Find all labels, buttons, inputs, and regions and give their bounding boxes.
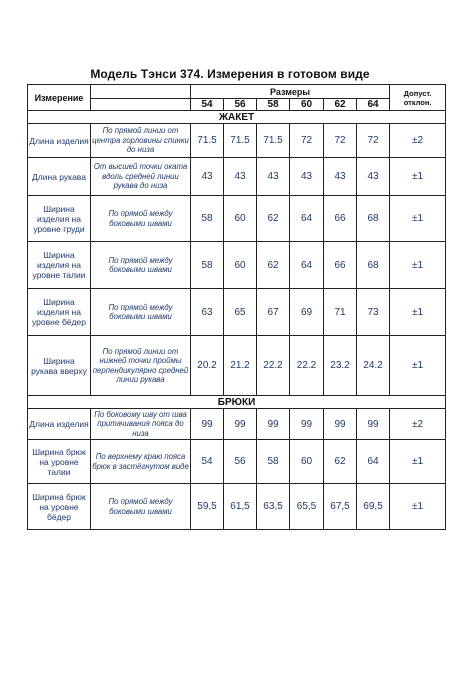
size-value: 71.5 <box>224 124 257 158</box>
section-row <box>28 111 446 124</box>
size-value: 43 <box>324 158 357 196</box>
section-title: БРЮКИ <box>28 396 446 409</box>
sizes-header: Размеры <box>191 85 390 99</box>
size-value: 99 <box>324 409 357 440</box>
table-row <box>28 409 446 440</box>
size-value: 58 <box>191 242 224 289</box>
size-value: 24.2 <box>357 336 390 396</box>
size-value: 56 <box>224 440 257 484</box>
size-value: 72 <box>324 124 357 158</box>
size-value: 58 <box>257 440 290 484</box>
size-value: 72 <box>357 124 390 158</box>
size-value: 73 <box>357 289 390 336</box>
size-value: 99 <box>257 409 290 440</box>
size-value: 43 <box>290 158 324 196</box>
size-value: 65 <box>224 289 257 336</box>
measurement-name: Длина рукава <box>28 158 91 196</box>
size-value: 67,5 <box>324 484 357 530</box>
size-value: 20.2 <box>191 336 224 396</box>
size-value: 60 <box>290 440 324 484</box>
size-value: 43 <box>357 158 390 196</box>
size-value: 99 <box>224 409 257 440</box>
size-value: 68 <box>357 196 390 242</box>
measurement-description: По прямой между боковыми швами <box>91 196 191 242</box>
tolerance-value: ±2 <box>390 409 446 440</box>
measurement-description: По прямой между боковыми швами <box>91 484 191 530</box>
size-value: 22.2 <box>257 336 290 396</box>
table-row <box>28 196 446 242</box>
size-value: 68 <box>357 242 390 289</box>
table-row <box>28 440 446 484</box>
table-row <box>28 124 446 158</box>
size-value: 63,5 <box>257 484 290 530</box>
measurement-name: Длина изделия <box>28 124 91 158</box>
measurement-name: Ширина изделия на уровне талии <box>28 242 91 289</box>
size-value: 43 <box>224 158 257 196</box>
size-value: 21.2 <box>224 336 257 396</box>
size-header-56: 56 <box>224 99 257 111</box>
tolerance-value: ±1 <box>390 158 446 196</box>
measurement-description: По верхнему краю пояса брюк в застёгнутом виде <box>91 440 191 484</box>
measurement-description: От высшей точки оката вдоль средней линии рукава до низа <box>91 158 191 196</box>
size-value: 58 <box>191 196 224 242</box>
measurement-name: Ширина брюк на уровне талии <box>28 440 91 484</box>
measurement-name: Ширина брюк на уровне бёдер <box>28 484 91 530</box>
size-value: 67 <box>257 289 290 336</box>
tolerance-value: ±1 <box>390 484 446 530</box>
table-row <box>28 289 446 336</box>
measurement-name: Ширина изделия на уровне груди <box>28 196 91 242</box>
table-row <box>28 242 446 289</box>
measurement-name: Ширина изделия на уровне бёдер <box>28 289 91 336</box>
measurement-description: По прямой между боковыми швами <box>91 242 191 289</box>
size-header-62: 62 <box>324 99 357 111</box>
size-value: 59,5 <box>191 484 224 530</box>
size-value: 60 <box>224 196 257 242</box>
measurement-description: По боковому шву от шва притачивания пояса до низа <box>91 409 191 440</box>
size-value: 72 <box>290 124 324 158</box>
size-header-58: 58 <box>257 99 290 111</box>
measurement-name: Ширина рукава вверху <box>28 336 91 396</box>
section-title: ЖАКЕТ <box>28 111 446 124</box>
description-header <box>91 85 191 99</box>
size-value: 65,5 <box>290 484 324 530</box>
size-value: 64 <box>290 196 324 242</box>
size-value: 66 <box>324 196 357 242</box>
tolerance-value: ±1 <box>390 242 446 289</box>
size-value: 99 <box>191 409 224 440</box>
size-header-60: 60 <box>290 99 324 111</box>
tolerance-value: ±1 <box>390 440 446 484</box>
size-header-54: 54 <box>191 99 224 111</box>
size-header-64: 64 <box>357 99 390 111</box>
description-header-cell <box>91 99 191 111</box>
page-title: Модель Тэнси 374. Измерения в готовом виде <box>90 67 370 81</box>
tolerance-value: ±1 <box>390 289 446 336</box>
size-value: 43 <box>191 158 224 196</box>
size-value: 54 <box>191 440 224 484</box>
size-value: 69 <box>290 289 324 336</box>
table-row <box>28 158 446 196</box>
size-value: 62 <box>324 440 357 484</box>
table-row <box>28 336 446 396</box>
table-row <box>28 484 446 530</box>
size-value: 23.2 <box>324 336 357 396</box>
size-value: 69,5 <box>357 484 390 530</box>
measurement-name: Длина изделия <box>28 409 91 440</box>
size-value: 43 <box>257 158 290 196</box>
size-value: 71 <box>324 289 357 336</box>
size-value: 62 <box>257 242 290 289</box>
measurement-description: По прямой линии от центра горловины спинки до низа <box>91 124 191 158</box>
measurement-description: По прямой линии от нижней точки проймы перпендикулярно средней линии рукава <box>91 336 191 396</box>
size-value: 66 <box>324 242 357 289</box>
size-value: 99 <box>290 409 324 440</box>
measurement-description: По прямой между боковыми швами <box>91 289 191 336</box>
size-value: 63 <box>191 289 224 336</box>
size-value: 60 <box>224 242 257 289</box>
tolerance-value: ±1 <box>390 196 446 242</box>
size-value: 61,5 <box>224 484 257 530</box>
size-value: 71.5 <box>191 124 224 158</box>
measurements-table <box>27 84 446 530</box>
size-value: 99 <box>357 409 390 440</box>
size-value: 71.5 <box>257 124 290 158</box>
size-value: 62 <box>257 196 290 242</box>
size-value: 64 <box>290 242 324 289</box>
tolerance-value: ±2 <box>390 124 446 158</box>
measurement-header: Измерение <box>28 85 91 111</box>
size-value: 64 <box>357 440 390 484</box>
section-row <box>28 396 446 409</box>
size-value: 22.2 <box>290 336 324 396</box>
tolerance-value: ±1 <box>390 336 446 396</box>
tolerance-header: Допуст. отклон. <box>390 85 446 111</box>
